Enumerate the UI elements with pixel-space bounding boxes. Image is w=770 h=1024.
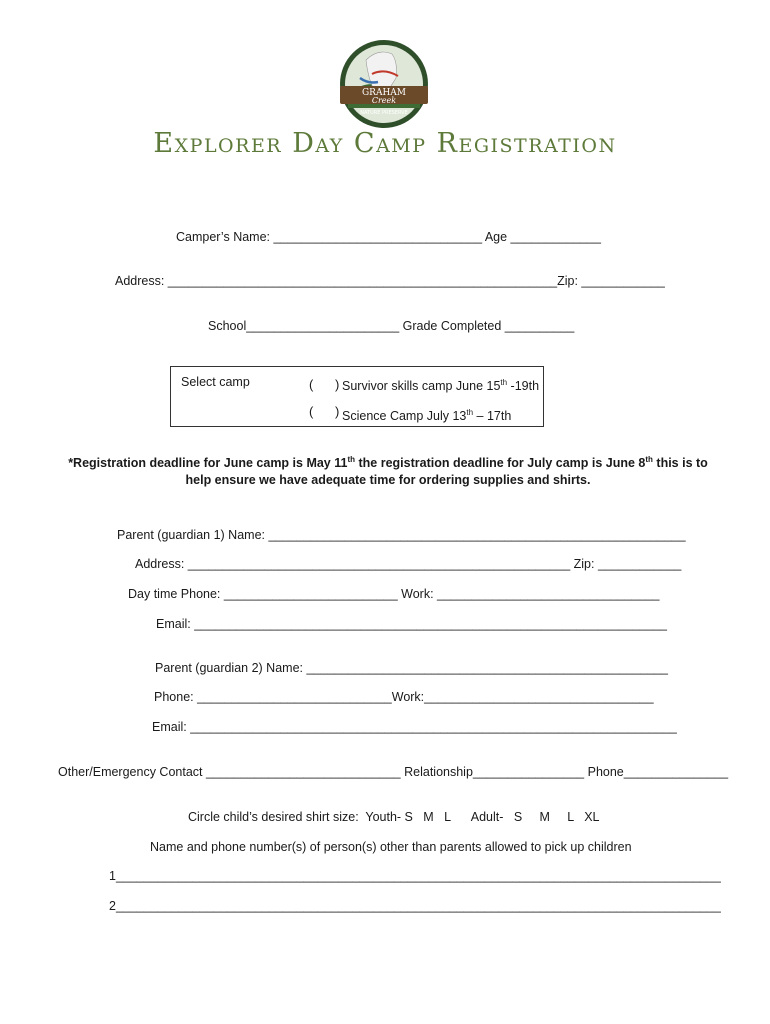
shirt-size-field[interactable]: Circle child’s desired shirt size: Youth- S M L Adult- S M L XL bbox=[188, 810, 600, 824]
pickup-line-1[interactable]: 1_______________________________________________________________________________________ bbox=[109, 869, 721, 883]
pickup-heading: Name and phone number(s) of person(s) other than parents allowed to pick up children bbox=[150, 840, 632, 854]
svg-text:Creek: Creek bbox=[371, 96, 397, 105]
survivor-camp-option: Survivor skills camp June 15th -19th bbox=[342, 378, 540, 394]
svg-text:GRAHAM: GRAHAM bbox=[361, 88, 407, 98]
page-title: Explorer Day Camp Registration bbox=[153, 128, 617, 159]
select-camp-label: Select camp bbox=[181, 375, 250, 389]
graham-creek-logo bbox=[338, 38, 430, 130]
svg-text:NATURE PRESERVE: NATURE PRESERVE bbox=[360, 110, 408, 116]
parent1-phone-field[interactable]: Day time Phone: _________________________ Work: ________________________________ bbox=[128, 587, 660, 601]
pickup-line-2[interactable]: 2_______________________________________________________________________________________ bbox=[109, 899, 721, 913]
parent1-address-field[interactable]: Address: _______________________________________________________ Zip: ____________ bbox=[135, 557, 682, 571]
parent1-email-field[interactable]: Email: ____________________________________________________________________ bbox=[156, 617, 667, 631]
registration-deadline-notice: *Registration deadline for June camp is May 11th the registration deadline for July camp is June 8th this is to help ensure we have adequate time for ordering supplies and shirts. bbox=[68, 455, 708, 488]
school-field[interactable]: School______________________ Grade Completed __________ bbox=[208, 319, 575, 333]
emergency-contact-field[interactable]: Other/Emergency Contact ____________________________ Relationship________________ Phone_______________ bbox=[58, 765, 729, 779]
survivor-camp-checkbox[interactable]: ( ) bbox=[309, 377, 340, 392]
select-camp-box bbox=[170, 366, 544, 427]
parent2-name-field[interactable]: Parent (guardian 2) Name: ____________________________________________________ bbox=[155, 661, 668, 675]
science-camp-checkbox[interactable]: ( ) bbox=[309, 404, 340, 419]
camper-name-field[interactable]: Camper’s Name: ______________________________ Age _____________ bbox=[176, 230, 601, 244]
parent2-phone-field[interactable]: Phone: ____________________________Work:_________________________________ bbox=[154, 690, 654, 704]
science-camp-option: Science Camp July 13th – 17th bbox=[342, 408, 512, 424]
parent2-email-field[interactable]: Email: ______________________________________________________________________ bbox=[152, 720, 677, 734]
parent1-name-field[interactable]: Parent (guardian 1) Name: ____________________________________________________________ bbox=[117, 528, 686, 542]
camper-address-field[interactable]: Address: ________________________________________________________Zip: ____________ bbox=[115, 274, 665, 288]
